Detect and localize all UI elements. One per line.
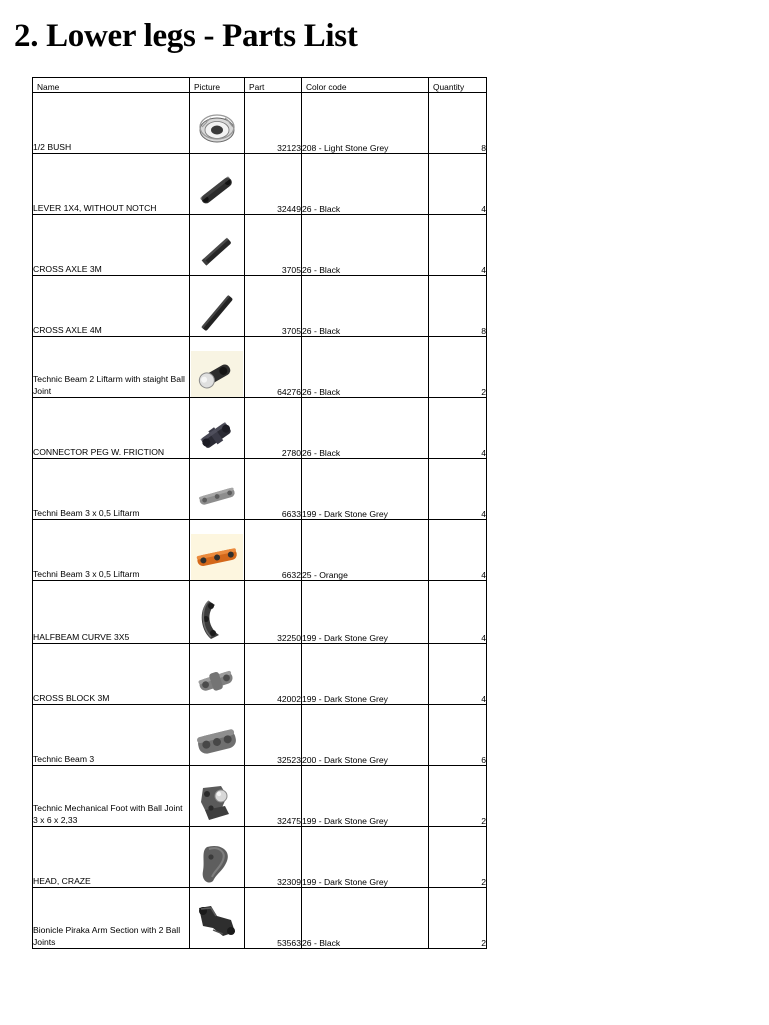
column-header-quantity-label: Quantity	[433, 82, 465, 92]
lego-piraka-arm-icon	[191, 902, 243, 948]
part-name-label: Technic Beam 2 Liftarm with staight Ball Joint	[33, 374, 185, 396]
page-title: 2. Lower legs - Parts List	[14, 18, 358, 54]
quantity-cell: 2	[429, 888, 487, 949]
part-number-cell: 3705	[245, 276, 302, 337]
part-picture-cell	[190, 276, 245, 337]
column-header-picture	[190, 78, 245, 93]
part-number-cell: 42002	[245, 644, 302, 705]
parts-list-container	[32, 77, 486, 949]
part-name-cell: 1/2 BUSH	[33, 93, 190, 154]
quantity-cell: 8	[429, 93, 487, 154]
part-picture-cell	[190, 888, 245, 949]
color-code-cell: 199 - Dark Stone Grey	[302, 827, 429, 888]
part-number-cell: 64276	[245, 337, 302, 398]
table-row	[33, 827, 487, 888]
part-name-cell	[33, 766, 190, 827]
part-picture-cell	[190, 644, 245, 705]
table-row	[33, 93, 487, 154]
column-header-name	[33, 78, 190, 93]
part-picture-cell	[190, 93, 245, 154]
part-picture-cell	[190, 581, 245, 644]
lego-head-craze-icon	[191, 841, 243, 887]
table-row	[33, 215, 487, 276]
column-header-picture-label: Picture	[194, 82, 221, 92]
part-name-cell	[33, 888, 190, 949]
color-code-cell: 25 - Orange	[302, 520, 429, 581]
part-number-cell: 32475	[245, 766, 302, 827]
quantity-cell: 8	[429, 276, 487, 337]
part-name-cell: HEAD, CRAZE	[33, 827, 190, 888]
lego-cross-axle-3m-icon	[191, 229, 243, 275]
color-code-cell: 200 - Dark Stone Grey	[302, 705, 429, 766]
part-name-label: Technic Mechanical Foot with Ball Joint 3 x 6 x 2,33	[33, 803, 183, 825]
quantity-cell: 4	[429, 459, 487, 520]
parts-table	[32, 77, 487, 949]
color-code-cell: 26 - Black	[302, 215, 429, 276]
column-header-quantity	[429, 78, 487, 93]
table-row	[33, 705, 487, 766]
quantity-cell: 4	[429, 644, 487, 705]
part-number-cell: 32523	[245, 705, 302, 766]
part-picture-cell	[190, 827, 245, 888]
quantity-cell: 2	[429, 766, 487, 827]
color-code-cell: 199 - Dark Stone Grey	[302, 581, 429, 644]
lego-halfbeam-curve-3x5-icon	[191, 597, 243, 643]
part-picture-cell	[190, 766, 245, 827]
part-number-cell: 53563	[245, 888, 302, 949]
table-row	[33, 520, 487, 581]
color-code-cell: 199 - Dark Stone Grey	[302, 644, 429, 705]
table-header	[33, 78, 487, 93]
quantity-cell: 4	[429, 581, 487, 644]
part-name-cell: CROSS AXLE 4M	[33, 276, 190, 337]
lego-cross-block-3m-icon	[191, 658, 243, 704]
table-row	[33, 459, 487, 520]
lego-lever-1x4-icon	[191, 168, 243, 214]
color-code-cell: 199 - Dark Stone Grey	[302, 459, 429, 520]
part-picture-cell	[190, 459, 245, 520]
table-row	[33, 581, 487, 644]
part-name-cell: Technic Beam 3	[33, 705, 190, 766]
color-code-cell: 26 - Black	[302, 276, 429, 337]
lego-beam-3x05-grey-icon	[191, 473, 243, 519]
part-number-cell: 32123	[245, 93, 302, 154]
color-code-cell: 26 - Black	[302, 337, 429, 398]
quantity-cell: 6	[429, 705, 487, 766]
part-picture-cell	[190, 215, 245, 276]
quantity-cell: 4	[429, 398, 487, 459]
lego-cross-axle-4m-icon	[191, 290, 243, 336]
column-header-part	[245, 78, 302, 93]
part-number-cell: 32449	[245, 154, 302, 215]
part-name-cell	[33, 337, 190, 398]
part-picture-cell	[190, 520, 245, 581]
part-number-cell: 32309	[245, 827, 302, 888]
lego-mechanical-foot-icon	[191, 780, 243, 826]
part-name-cell: CROSS BLOCK 3M	[33, 644, 190, 705]
part-number-cell: 6632	[245, 520, 302, 581]
quantity-cell: 2	[429, 337, 487, 398]
column-header-color-code	[302, 78, 429, 93]
quantity-cell: 4	[429, 215, 487, 276]
table-row	[33, 644, 487, 705]
table-row	[33, 337, 487, 398]
part-picture-cell	[190, 337, 245, 398]
table-row	[33, 766, 487, 827]
color-code-cell: 26 - Black	[302, 398, 429, 459]
part-name-cell: Techni Beam 3 x 0,5 Liftarm	[33, 520, 190, 581]
column-header-name-label: Name	[37, 82, 60, 92]
part-name-cell: CONNECTOR PEG W. FRICTION	[33, 398, 190, 459]
table-row	[33, 398, 487, 459]
part-number-cell: 2780	[245, 398, 302, 459]
table-row	[33, 154, 487, 215]
lego-beam-2-ball-joint-icon	[191, 351, 243, 397]
part-name-cell: LEVER 1X4, WITHOUT NOTCH	[33, 154, 190, 215]
lego-half-bush-icon	[191, 107, 243, 153]
part-number-cell: 6633	[245, 459, 302, 520]
color-code-cell: 26 - Black	[302, 888, 429, 949]
part-name-label: Bionicle Piraka Arm Section with 2 Ball Joints	[33, 925, 181, 947]
color-code-cell: 26 - Black	[302, 154, 429, 215]
part-picture-cell	[190, 154, 245, 215]
part-picture-cell	[190, 705, 245, 766]
part-name-cell: HALFBEAM CURVE 3X5	[33, 581, 190, 644]
quantity-cell: 4	[429, 520, 487, 581]
color-code-cell: 199 - Dark Stone Grey	[302, 766, 429, 827]
lego-connector-peg-icon	[191, 412, 243, 458]
table-row	[33, 888, 487, 949]
lego-beam-3x05-orange-icon	[191, 534, 243, 580]
quantity-cell: 2	[429, 827, 487, 888]
column-header-color-code-label: Color code	[306, 82, 347, 92]
quantity-cell: 4	[429, 154, 487, 215]
color-code-cell: 208 - Light Stone Grey	[302, 93, 429, 154]
column-header-part-label: Part	[249, 82, 265, 92]
part-number-cell: 32250	[245, 581, 302, 644]
table-row	[33, 276, 487, 337]
part-name-cell: CROSS AXLE 3M	[33, 215, 190, 276]
part-name-cell: Techni Beam 3 x 0,5 Liftarm	[33, 459, 190, 520]
part-number-cell: 3705	[245, 215, 302, 276]
part-picture-cell	[190, 398, 245, 459]
table-body	[33, 93, 487, 949]
lego-technic-beam-3-icon	[191, 719, 243, 765]
